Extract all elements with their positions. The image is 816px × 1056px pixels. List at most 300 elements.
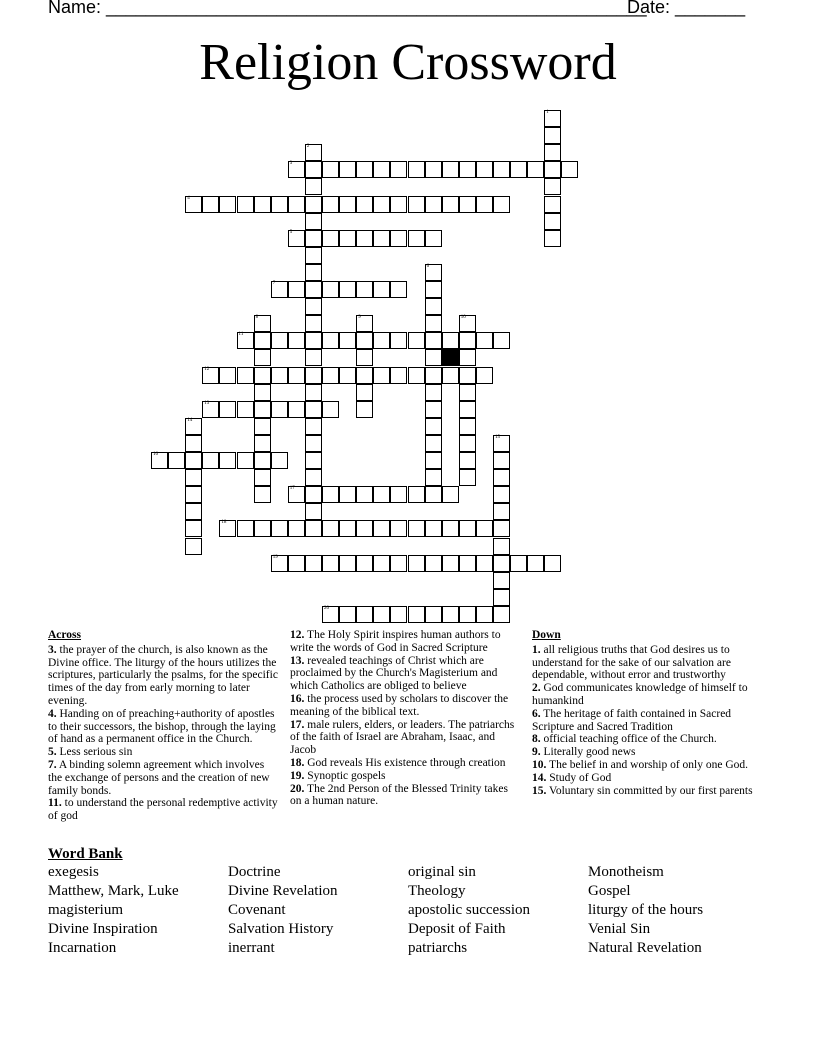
crossword-cell[interactable]: [305, 384, 322, 401]
crossword-cell[interactable]: [202, 452, 219, 469]
crossword-cell[interactable]: [459, 452, 476, 469]
crossword-cell[interactable]: [493, 589, 510, 606]
clue-number: 14: [187, 417, 193, 423]
word-bank-item: original sin: [408, 864, 476, 880]
crossword-cell[interactable]: [510, 555, 527, 572]
word-bank-item: patriarchs: [408, 940, 468, 956]
crossword-cell[interactable]: [425, 435, 442, 452]
clue-number-label: 8.: [532, 733, 541, 746]
crossword-cell[interactable]: [459, 520, 476, 537]
crossword-cell[interactable]: [425, 230, 442, 247]
crossword-cell[interactable]: [390, 520, 407, 537]
crossword-cell[interactable]: [373, 367, 390, 384]
crossword-cell[interactable]: [493, 520, 510, 537]
crossword-cell[interactable]: [476, 367, 493, 384]
crossword-cell[interactable]: [339, 161, 356, 178]
crossword-cell[interactable]: [442, 332, 459, 349]
crossword-cell[interactable]: [425, 298, 442, 315]
crossword-cell[interactable]: [305, 401, 322, 418]
clue-text: revealed teachings of Christ which are proclaimed by the Church's Magisterium and which Catholics are obliged to believe: [290, 654, 498, 693]
crossword-cell[interactable]: [527, 555, 544, 572]
across-clue: [290, 770, 522, 783]
clue-number-label: 9.: [532, 746, 541, 759]
crossword-cell[interactable]: [390, 161, 407, 178]
crossword-cell[interactable]: [476, 606, 493, 623]
down-clue: [532, 644, 762, 682]
crossword-cell[interactable]: [356, 332, 373, 349]
crossword-cell[interactable]: [288, 196, 305, 213]
crossword-cell[interactable]: [305, 469, 322, 486]
crossword-cell[interactable]: [544, 196, 561, 213]
word-bank-item: Covenant: [228, 902, 286, 918]
crossword-cell[interactable]: [356, 230, 373, 247]
crossword-cell[interactable]: [237, 520, 254, 537]
crossword-cell[interactable]: [254, 367, 271, 384]
word-bank-item: Theology: [408, 883, 466, 899]
word-bank-item: Monotheism: [588, 864, 664, 880]
clue-number: 10: [460, 315, 466, 321]
crossword-cell[interactable]: [442, 606, 459, 623]
clue-number: 5: [289, 229, 293, 235]
page-title: Religion Crossword: [199, 34, 617, 91]
crossword-cell[interactable]: [271, 555, 288, 572]
crossword-cell[interactable]: [219, 401, 236, 418]
crossword-cell[interactable]: [305, 418, 322, 435]
crossword-cell[interactable]: [442, 196, 459, 213]
crossword-cell[interactable]: [356, 367, 373, 384]
crossword-cell[interactable]: [527, 161, 544, 178]
crossword-cell[interactable]: [425, 332, 442, 349]
crossword-cell[interactable]: [476, 520, 493, 537]
crossword-cell[interactable]: [254, 384, 271, 401]
crossword-cell[interactable]: [185, 538, 202, 555]
crossword-cell[interactable]: [254, 418, 271, 435]
crossword-cell[interactable]: [271, 452, 288, 469]
crossword-cell[interactable]: [356, 349, 373, 366]
down-clue: [532, 785, 762, 798]
clue-text: Voluntary sin committed by our first parents: [546, 784, 753, 797]
crossword-cell[interactable]: [254, 349, 271, 366]
crossword-cell[interactable]: [425, 264, 442, 281]
clue-number-label: 11.: [48, 797, 62, 810]
across-clues-column-2: [290, 629, 522, 808]
crossword-cell[interactable]: [254, 452, 271, 469]
crossword-cell[interactable]: [271, 196, 288, 213]
crossword-cell[interactable]: [305, 332, 322, 349]
crossword-cell[interactable]: [219, 367, 236, 384]
crossword-cell[interactable]: [373, 196, 390, 213]
crossword-cell[interactable]: [408, 486, 425, 503]
clue-number-label: 1.: [532, 643, 541, 656]
crossword-cell[interactable]: [442, 161, 459, 178]
crossword-cell[interactable]: [390, 281, 407, 298]
crossword-cell[interactable]: [408, 230, 425, 247]
crossword-cell[interactable]: [459, 349, 476, 366]
crossword-cell[interactable]: [339, 196, 356, 213]
crossword-cell[interactable]: [442, 367, 459, 384]
crossword-cell[interactable]: [305, 486, 322, 503]
crossword-cell[interactable]: [442, 555, 459, 572]
crossword-cell[interactable]: [425, 452, 442, 469]
crossword-cell[interactable]: [305, 298, 322, 315]
crossword-cell[interactable]: [442, 520, 459, 537]
crossword-cell[interactable]: [425, 418, 442, 435]
clue-text: Synoptic gospels: [304, 769, 386, 782]
across-clues-column-1: [48, 629, 278, 823]
crossword-cell[interactable]: [493, 452, 510, 469]
crossword-cell[interactable]: [254, 401, 271, 418]
crossword-cell[interactable]: [390, 367, 407, 384]
crossword-cell[interactable]: [373, 161, 390, 178]
crossword-cell[interactable]: [493, 435, 510, 452]
crossword-cell[interactable]: [425, 281, 442, 298]
down-heading: Down: [532, 629, 561, 641]
crossword-cell[interactable]: [459, 161, 476, 178]
crossword-cell[interactable]: [544, 555, 561, 572]
crossword-cell[interactable]: [356, 555, 373, 572]
crossword-cell[interactable]: [271, 401, 288, 418]
clue-number: 20: [324, 605, 329, 611]
crossword-cell[interactable]: [271, 281, 288, 298]
clue-number: 2: [306, 144, 310, 150]
crossword-cell[interactable]: [339, 555, 356, 572]
crossword-cell[interactable]: [305, 196, 322, 213]
crossword-cell[interactable]: [339, 486, 356, 503]
crossword-cell[interactable]: [493, 469, 510, 486]
crossword-cell[interactable]: [493, 486, 510, 503]
crossword-cell[interactable]: [544, 144, 561, 161]
crossword-cell[interactable]: [390, 230, 407, 247]
crossword-cell[interactable]: [425, 606, 442, 623]
crossword-cell[interactable]: [288, 281, 305, 298]
crossword-cell[interactable]: [185, 503, 202, 520]
clue-text: Handing on of preaching+authority of apostles to their successors, the bishop, through the laying of hand as a permanent office in the Church.: [48, 707, 276, 746]
crossword-cell[interactable]: [373, 332, 390, 349]
crossword-cell[interactable]: [237, 196, 254, 213]
crossword-cell[interactable]: [476, 555, 493, 572]
crossword-cell[interactable]: [425, 196, 442, 213]
word-bank-item: liturgy of the hours: [588, 902, 704, 918]
clue-text: A binding solemn agreement which involves the exchange of persons and the creation of new family bonds.: [48, 758, 270, 797]
crossword-cell[interactable]: [442, 486, 459, 503]
word-bank-item: Incarnation: [48, 940, 117, 956]
crossword-cell[interactable]: [305, 230, 322, 247]
clue-text: Less serious sin: [56, 746, 133, 759]
crossword-cell[interactable]: [305, 247, 322, 264]
date-field-line[interactable]: Date: _______: [627, 0, 746, 17]
crossword-cell[interactable]: [459, 401, 476, 418]
crossword-cell[interactable]: [510, 161, 527, 178]
crossword-cell[interactable]: [356, 401, 373, 418]
crossword-cell[interactable]: [219, 196, 236, 213]
crossword-cell[interactable]: [408, 367, 425, 384]
crossword-cell[interactable]: [322, 281, 339, 298]
crossword-cell[interactable]: [339, 281, 356, 298]
crossword-cell[interactable]: [544, 110, 561, 127]
crossword-cell[interactable]: [356, 281, 373, 298]
down-clue: [532, 772, 762, 785]
crossword-cell[interactable]: [305, 161, 322, 178]
crossword-cell[interactable]: [408, 332, 425, 349]
crossword-cell[interactable]: [356, 315, 373, 332]
crossword-cell[interactable]: [322, 367, 339, 384]
crossword-cell[interactable]: [185, 486, 202, 503]
clue-text: Study of God: [546, 771, 612, 784]
clue-text: the process used by scholars to discover the meaning of the biblical text.: [290, 692, 509, 718]
crossword-cell[interactable]: [459, 196, 476, 213]
word-bank-item: Doctrine: [228, 864, 281, 880]
crossword-cell[interactable]: [271, 367, 288, 384]
crossword-cell[interactable]: [373, 486, 390, 503]
clue-number-label: 7.: [48, 758, 57, 771]
crossword-cell[interactable]: [356, 520, 373, 537]
crossword-cell[interactable]: [271, 520, 288, 537]
crossword-cell[interactable]: [544, 161, 561, 178]
clue-text: The Holy Spirit inspires human authors to write the words of God in Sacred Scripture: [290, 629, 501, 654]
crossword-cell[interactable]: [322, 606, 339, 623]
crossword-cell[interactable]: [288, 332, 305, 349]
crossword-cell[interactable]: [544, 213, 561, 230]
crossword-cell[interactable]: [425, 367, 442, 384]
word-bank-item: inerrant: [228, 940, 275, 956]
crossword-cell[interactable]: [202, 401, 219, 418]
crossword-cell[interactable]: [459, 555, 476, 572]
crossword-cell[interactable]: [339, 520, 356, 537]
crossword-cell[interactable]: [339, 367, 356, 384]
across-clue: [48, 708, 278, 746]
black-square: [442, 349, 459, 366]
crossword-cell[interactable]: [493, 332, 510, 349]
crossword-cell[interactable]: [544, 127, 561, 144]
crossword-cell[interactable]: [254, 435, 271, 452]
crossword-cell[interactable]: [459, 435, 476, 452]
crossword-cell[interactable]: [322, 486, 339, 503]
clue-text: all religious truths that God desires us to understand for the sake of our salvation are dependable, without error and trustworthy: [532, 643, 731, 682]
crossword-cell[interactable]: [305, 555, 322, 572]
crossword-cell[interactable]: [493, 161, 510, 178]
crossword-cell[interactable]: [254, 520, 271, 537]
crossword-cell[interactable]: [356, 486, 373, 503]
down-clue: [532, 682, 762, 708]
down-clue: [532, 746, 762, 759]
crossword-cell[interactable]: [271, 332, 288, 349]
clue-number: 4: [187, 195, 190, 201]
crossword-cell[interactable]: [185, 196, 202, 213]
clue-number-label: 12.: [290, 629, 305, 641]
crossword-cell[interactable]: [493, 606, 510, 623]
crossword-cell[interactable]: [356, 196, 373, 213]
clue-number-label: 10.: [532, 758, 547, 771]
across-heading: Across: [48, 629, 82, 641]
crossword-cell[interactable]: [493, 196, 510, 213]
crossword-cell[interactable]: [219, 520, 236, 537]
crossword-cell[interactable]: [425, 401, 442, 418]
clue-text: Literally good news: [540, 746, 636, 759]
crossword-cell[interactable]: [544, 230, 561, 247]
crossword-cell[interactable]: [322, 332, 339, 349]
crossword-cell[interactable]: [322, 520, 339, 537]
clue-number-label: 5.: [48, 746, 57, 759]
across-clue: [290, 719, 522, 757]
crossword-cell[interactable]: [305, 349, 322, 366]
across-clue: [290, 783, 522, 809]
clue-text: God communicates knowledge of himself to humankind: [532, 682, 748, 707]
crossword-cell[interactable]: [390, 555, 407, 572]
crossword-cell[interactable]: [254, 486, 271, 503]
clue-number: 1: [546, 110, 549, 115]
crossword-cell[interactable]: [339, 230, 356, 247]
crossword-cell[interactable]: [425, 520, 442, 537]
crossword-cell[interactable]: [459, 332, 476, 349]
crossword-cell[interactable]: [288, 555, 305, 572]
crossword-cell[interactable]: [185, 435, 202, 452]
crossword-cell[interactable]: [288, 230, 305, 247]
across-clue: [48, 759, 278, 797]
crossword-cell[interactable]: [305, 144, 322, 161]
crossword-cell[interactable]: [476, 161, 493, 178]
crossword-cell[interactable]: [390, 486, 407, 503]
crossword-cell[interactable]: [459, 367, 476, 384]
down-clue: [532, 759, 762, 772]
word-bank-item: Divine Inspiration: [48, 921, 158, 937]
crossword-cell[interactable]: [322, 401, 339, 418]
crossword-cell[interactable]: [305, 213, 322, 230]
crossword-cell[interactable]: [459, 384, 476, 401]
word-bank-item: Matthew, Mark, Luke: [48, 883, 179, 899]
crossword-cell[interactable]: [185, 418, 202, 435]
crossword-cell[interactable]: [425, 555, 442, 572]
crossword-cell[interactable]: [151, 452, 168, 469]
crossword-cell[interactable]: [493, 503, 510, 520]
crossword-cell[interactable]: [373, 230, 390, 247]
crossword-cell[interactable]: [493, 572, 510, 589]
crossword-cell[interactable]: [288, 520, 305, 537]
crossword-cell[interactable]: [237, 332, 254, 349]
crossword-cell[interactable]: [305, 281, 322, 298]
crossword-cell[interactable]: [185, 469, 202, 486]
crossword-cell[interactable]: [425, 486, 442, 503]
crossword-cell[interactable]: [322, 161, 339, 178]
crossword-cell[interactable]: [305, 367, 322, 384]
crossword-cell[interactable]: [305, 503, 322, 520]
clue-number: 8: [255, 315, 259, 321]
crossword-cell[interactable]: [202, 196, 219, 213]
crossword-cell[interactable]: [373, 281, 390, 298]
across-clue: [48, 797, 278, 823]
crossword-cell[interactable]: [305, 452, 322, 469]
crossword-cell[interactable]: [185, 520, 202, 537]
crossword-cell[interactable]: [237, 401, 254, 418]
crossword-cell[interactable]: [305, 264, 322, 281]
crossword-cell[interactable]: [408, 161, 425, 178]
across-clue: [48, 644, 278, 708]
crossword-cell[interactable]: [254, 332, 271, 349]
crossword-cell[interactable]: [305, 435, 322, 452]
crossword-cell[interactable]: [390, 606, 407, 623]
crossword-cell[interactable]: [408, 606, 425, 623]
crossword-cell[interactable]: [305, 520, 322, 537]
crossword-cell[interactable]: [476, 332, 493, 349]
clue-number: 18: [221, 520, 227, 526]
crossword-cell[interactable]: [459, 315, 476, 332]
crossword-cell[interactable]: [339, 332, 356, 349]
crossword-cell[interactable]: [459, 606, 476, 623]
crossword-cell[interactable]: [254, 196, 271, 213]
crossword-cell[interactable]: [561, 161, 578, 178]
crossword-cell[interactable]: [168, 452, 185, 469]
crossword-cell[interactable]: [356, 161, 373, 178]
clue-number-label: 15.: [532, 784, 547, 797]
crossword-cell[interactable]: [544, 178, 561, 195]
crossword-cell[interactable]: [288, 486, 305, 503]
crossword-cell[interactable]: [237, 452, 254, 469]
word-bank-item: Natural Revelation: [588, 940, 702, 956]
crossword-cell[interactable]: [408, 196, 425, 213]
crossword-cell[interactable]: [219, 452, 236, 469]
crossword-cell[interactable]: [322, 555, 339, 572]
across-clue: [290, 655, 522, 693]
crossword-cell[interactable]: [476, 196, 493, 213]
clue-text: The heritage of faith contained in Sacred Scripture and Sacred Tradition: [532, 707, 732, 733]
crossword-cell[interactable]: [493, 555, 510, 572]
crossword-cell[interactable]: [373, 606, 390, 623]
crossword-cell[interactable]: [288, 401, 305, 418]
crossword-cell[interactable]: [425, 349, 442, 366]
crossword-cell[interactable]: [322, 196, 339, 213]
crossword-cell[interactable]: [288, 367, 305, 384]
crossword-cell[interactable]: [459, 418, 476, 435]
crossword-cell[interactable]: [425, 161, 442, 178]
crossword-cell[interactable]: [202, 367, 219, 384]
down-clues-column: [532, 629, 762, 797]
crossword-cell[interactable]: [425, 469, 442, 486]
crossword-cell[interactable]: [288, 161, 305, 178]
down-clue: [532, 733, 762, 746]
crossword-cell[interactable]: [425, 384, 442, 401]
clue-number-label: 18.: [290, 756, 305, 769]
crossword-cell[interactable]: [408, 555, 425, 572]
crossword-cell[interactable]: [459, 469, 476, 486]
clue-number-label: 2.: [532, 682, 541, 695]
crossword-cell[interactable]: [356, 384, 373, 401]
clue-number: 16: [153, 452, 158, 457]
crossword-cell[interactable]: [305, 315, 322, 332]
crossword-cell[interactable]: [373, 555, 390, 572]
crossword-cell[interactable]: [408, 520, 425, 537]
clue-number: 9: [358, 315, 361, 321]
name-field-line[interactable]: Name: ______________________________________________________: [48, 0, 647, 17]
across-clue: [48, 746, 278, 759]
clue-number: 6: [426, 263, 430, 269]
crossword-cell[interactable]: [237, 367, 254, 384]
crossword-cell[interactable]: [254, 469, 271, 486]
crossword-cell[interactable]: [493, 538, 510, 555]
crossword-cell[interactable]: [305, 178, 322, 195]
crossword-cell[interactable]: [390, 332, 407, 349]
word-bank-item: Salvation History: [228, 921, 334, 937]
crossword-cell[interactable]: [373, 520, 390, 537]
crossword-cell[interactable]: [339, 606, 356, 623]
crossword-cell[interactable]: [356, 606, 373, 623]
crossword-cell[interactable]: [185, 452, 202, 469]
crossword-cell[interactable]: [254, 315, 271, 332]
clue-number-label: 14.: [532, 771, 547, 784]
crossword-cell[interactable]: [322, 230, 339, 247]
crossword-cell[interactable]: [390, 196, 407, 213]
clue-text: The 2nd Person of the Blessed Trinity takes on a human nature.: [290, 782, 508, 808]
crossword-cell[interactable]: [425, 315, 442, 332]
clue-number: 7: [272, 281, 276, 286]
